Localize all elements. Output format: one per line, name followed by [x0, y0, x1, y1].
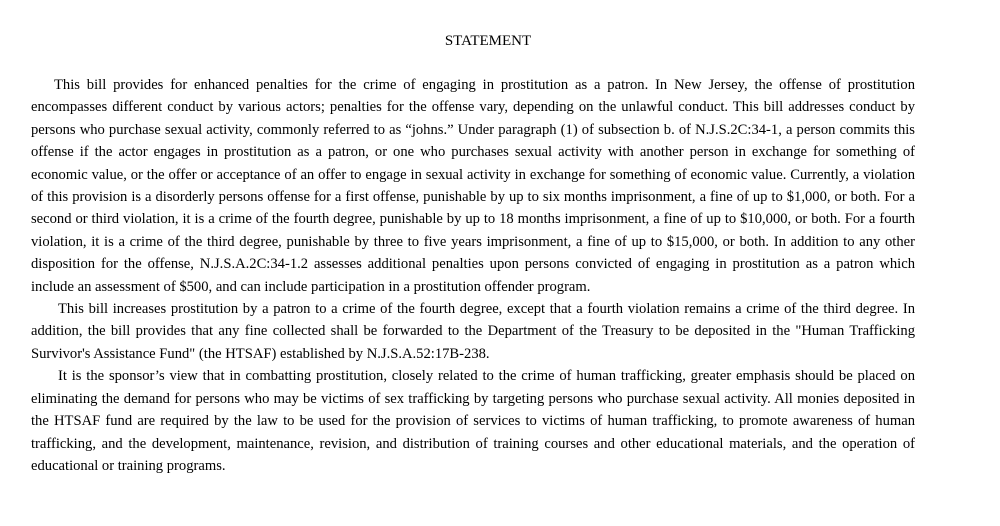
statement-title: STATEMENT — [444, 33, 532, 49]
statement-paragraph-3: It is the sponsor’s view that in combatting prostitution, closely related to the crime of human trafficking, greater emphasis should be placed on eliminating the demand for persons who may be victims of sex trafficking by targeting persons who purchase sexual activity. All monies deposited in the HTSAF fund are required by the law to be used for the provision of services to victims of human trafficking, to promote awareness of human trafficking, and the development, maintenance, revision, and distribution of training courses and other educational materials, and the operation of educational or training programs. — [31, 368, 915, 474]
statement-page — [31, 0, 915, 477]
statement-paragraph-1: This bill provides for enhanced penalties for the crime of engaging in prostitution as a patron. In New Jersey, the offense of prostitution encompasses different conduct by various actors; penalties for the offense vary, depending on the unlawful conduct. This bill addresses conduct by persons who purchase sexual activity, commonly referred to as “johns.” Under paragraph (1) of subsection b. of N.J.S.2C:34-1, a person commits this offense if the actor engages in prostitution as a patron, or one who purchases sexual activity with another person in exchange for something of economic value, or the offer or acceptance of an offer to engage in sexual activity in exchange for something of economic value. Currently, a violation of this provision is a disorderly persons offense for a first offense, punishable by up to six months imprisonment, a fine of up to $1,000, or both. For a second or third violation, it is a crime of the fourth degree, punishable by up to 18 months imprisonment, a fine of up to $10,000, or both. For a fourth violation, it is a crime of the third degree, punishable by three to five years imprisonment, a fine of up to $15,000, or both. In addition to any other disposition for the offense, N.J.S.A.2C:34-1.2 assesses additional penalties upon persons convicted of engaging in prostitution as a patron which include an assessment of $500, and can include participation in a prostitution offender program. — [31, 77, 915, 295]
statement-paragraph-2: This bill increases prostitution by a patron to a crime of the fourth degree, except that a fourth violation remains a crime of the third degree. In addition, the bill provides that any fine collected shall be forwarded to the Department of the Treasury to be deposited in the "Human Trafficking Survivor's Assistance Fund" (the HTSAF) established by N.J.S.A.52:17B-238. — [31, 301, 915, 362]
